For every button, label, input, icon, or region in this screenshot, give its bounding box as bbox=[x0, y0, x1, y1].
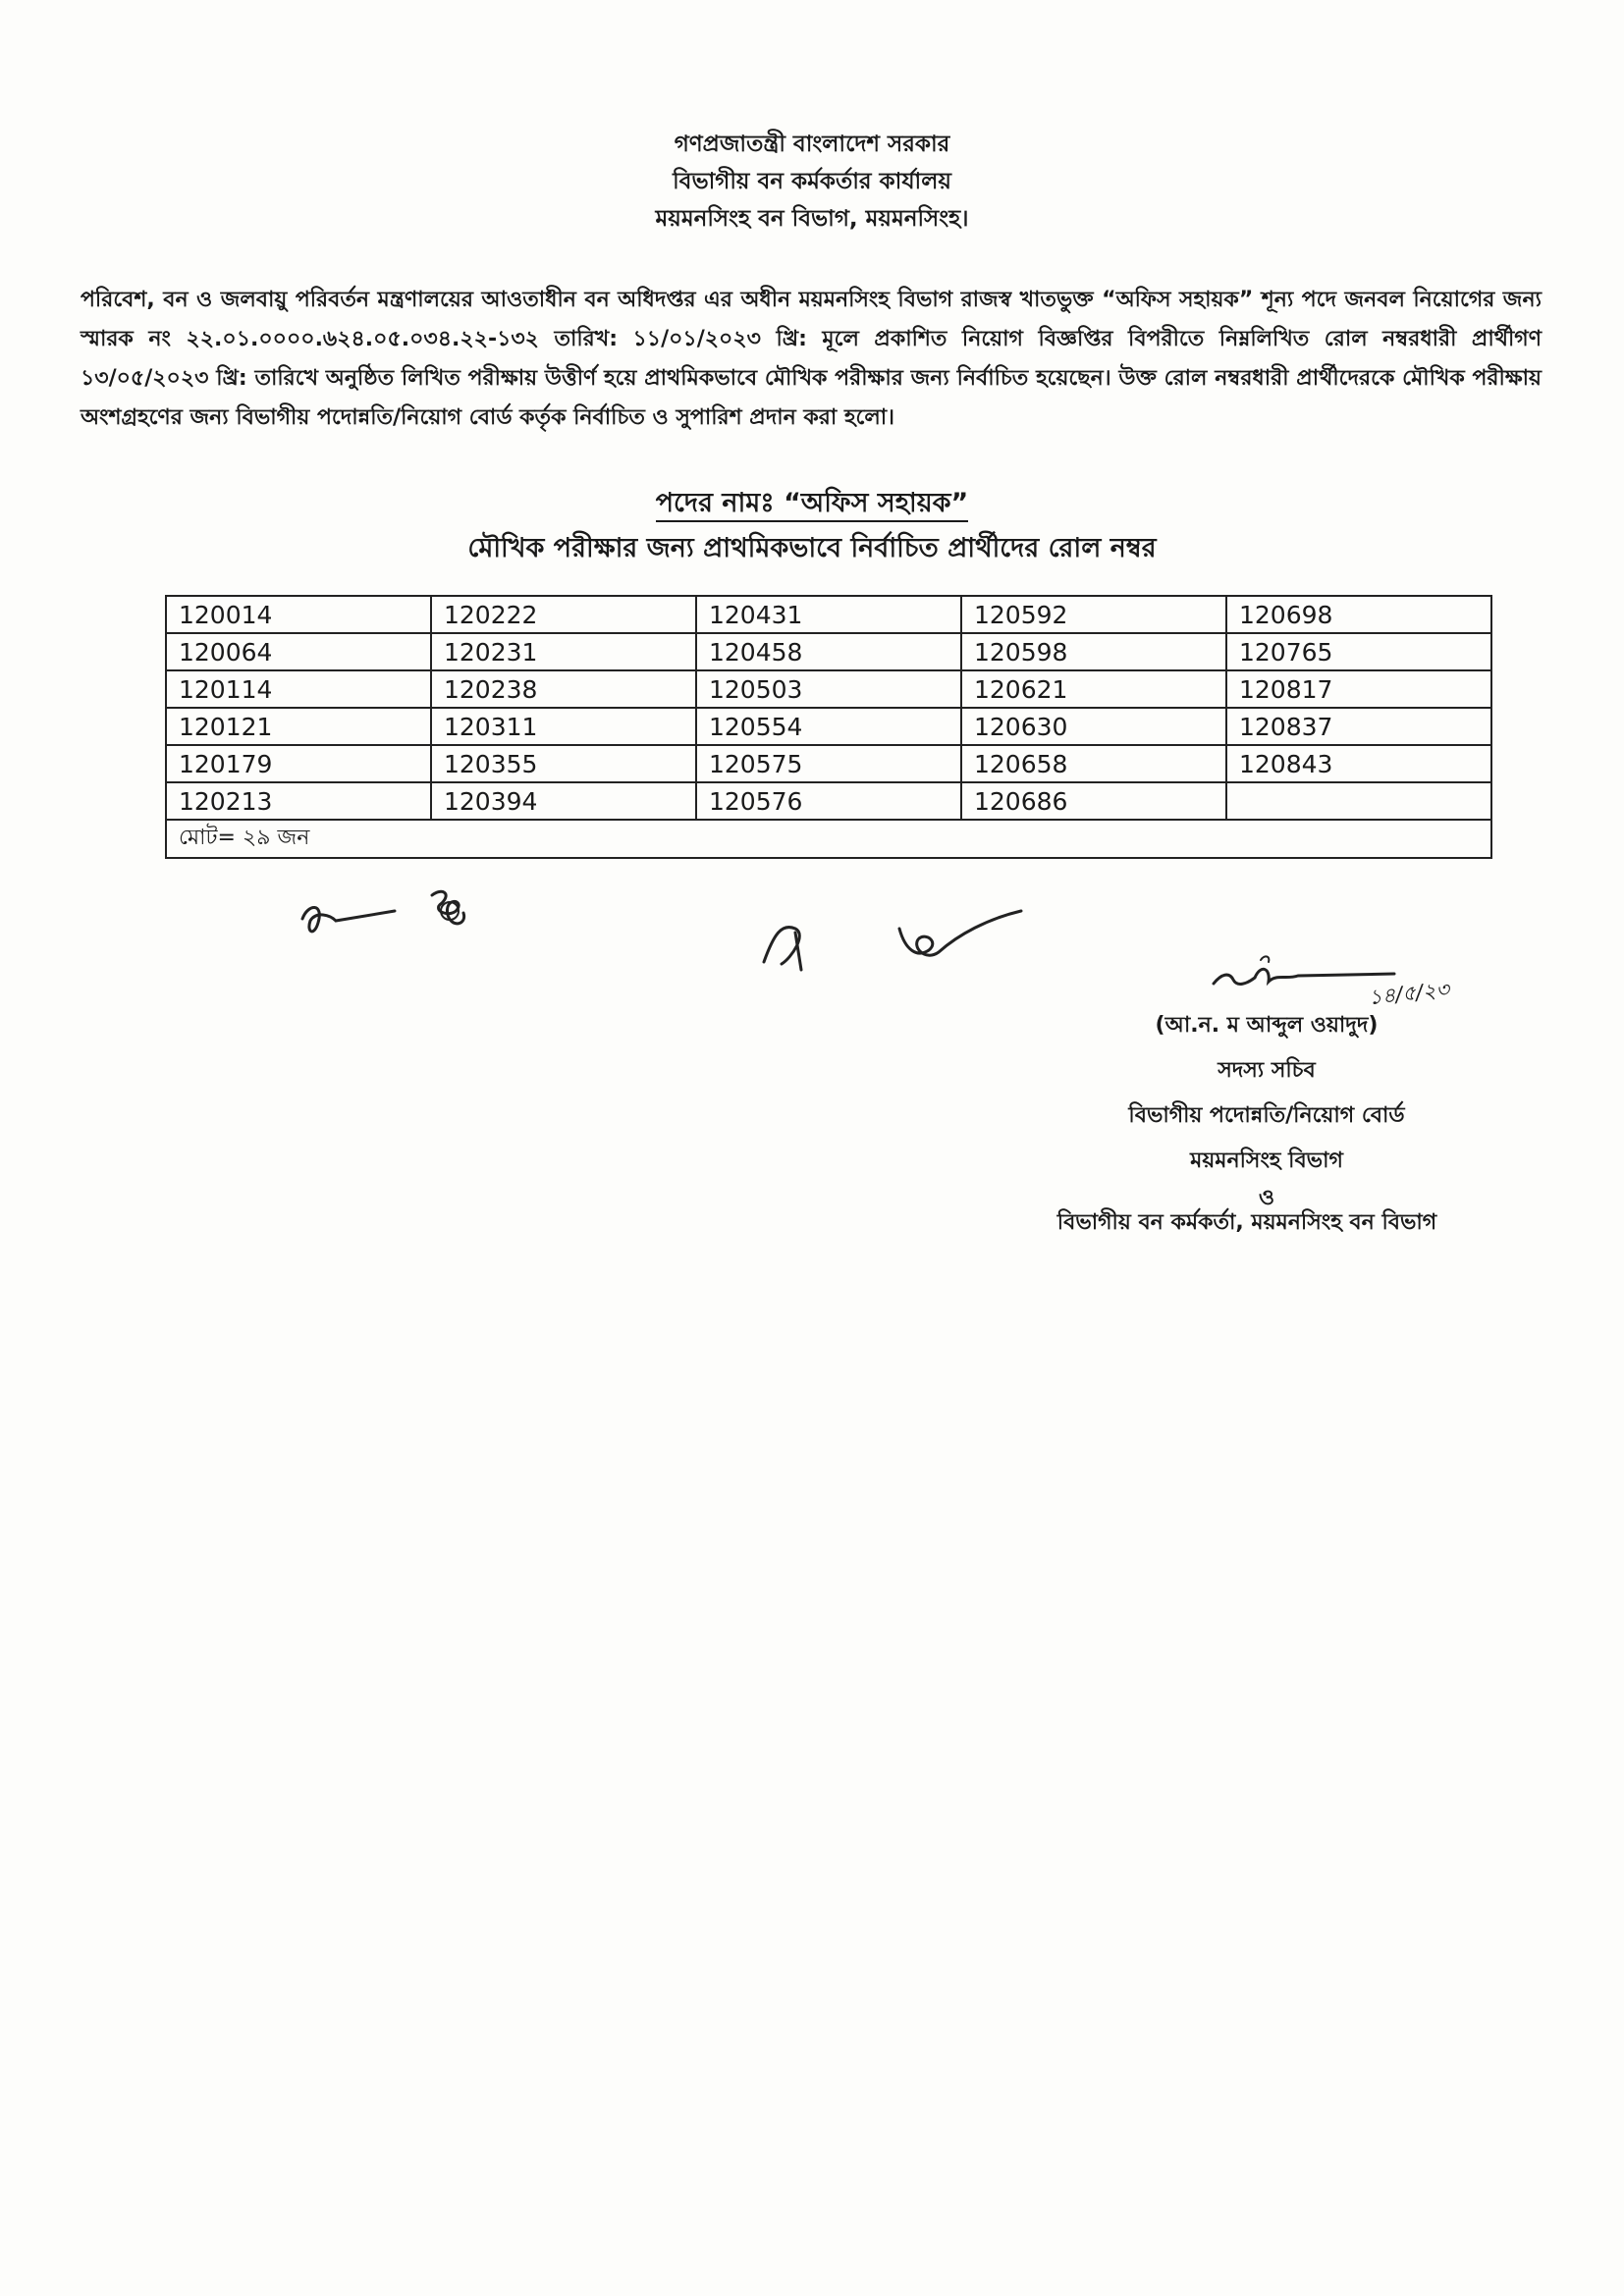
roll-cell: 120238 bbox=[431, 670, 696, 708]
table-row bbox=[166, 745, 1491, 782]
signatory-conjunction: ও bbox=[1258, 1186, 1275, 1210]
signatory-title: সদস্য সচিব bbox=[1218, 1058, 1316, 1083]
roll-cell: 120686 bbox=[961, 782, 1226, 820]
roll-cell bbox=[1226, 782, 1491, 820]
roll-cell: 120843 bbox=[1226, 745, 1491, 782]
roll-cell: 120222 bbox=[431, 596, 696, 633]
table-row bbox=[166, 596, 1491, 633]
roll-cell: 120817 bbox=[1226, 670, 1491, 708]
office-address: ময়মনসিংহ বন বিভাগ, ময়মনসিংহ। bbox=[655, 206, 969, 232]
signatory-block bbox=[1041, 1003, 1492, 1213]
board-member-signature-1 bbox=[285, 881, 501, 950]
roll-cell: 120213 bbox=[166, 782, 431, 820]
signatory-name: (আ.ন. ম আব্দুল ওয়াদুদ) bbox=[1155, 1013, 1379, 1038]
roll-number-table bbox=[165, 595, 1492, 859]
roll-cell: 120658 bbox=[961, 745, 1226, 782]
roll-cell: 120355 bbox=[431, 745, 696, 782]
roll-cell: 120114 bbox=[166, 670, 431, 708]
roll-cell: 120064 bbox=[166, 633, 431, 670]
table-row bbox=[166, 708, 1491, 745]
roll-cell: 120630 bbox=[961, 708, 1226, 745]
list-title: মৌখিক পরীক্ষার জন্য প্রাথমিকভাবে নির্বাচিত প্রার্থীদের রোল নম্বর bbox=[467, 533, 1157, 563]
table-row-total bbox=[166, 820, 1491, 858]
roll-cell: 120592 bbox=[961, 596, 1226, 633]
post-title bbox=[0, 483, 1624, 527]
roll-cell: 120503 bbox=[696, 670, 961, 708]
roll-cell: 120231 bbox=[431, 633, 696, 670]
roll-cell: 120598 bbox=[961, 633, 1226, 670]
signatory-board: বিভাগীয় পদোন্নতি/নিয়োগ বোর্ড bbox=[1128, 1103, 1405, 1128]
roll-cell: 120575 bbox=[696, 745, 961, 782]
roll-cell: 120458 bbox=[696, 633, 961, 670]
roll-cell: 120394 bbox=[431, 782, 696, 820]
roll-cell: 120431 bbox=[696, 596, 961, 633]
table-row bbox=[166, 670, 1491, 708]
roll-cell: 120837 bbox=[1226, 708, 1491, 745]
board-member-signature-2 bbox=[752, 893, 1047, 982]
roll-cell: 120698 bbox=[1226, 596, 1491, 633]
table-row bbox=[166, 782, 1491, 820]
signatory-division: ময়মনসিংহ বিভাগ bbox=[1190, 1148, 1343, 1173]
roll-cell: 120121 bbox=[166, 708, 431, 745]
table-row bbox=[166, 633, 1491, 670]
roll-cell: 120554 bbox=[696, 708, 961, 745]
office-name: বিভাগীয় বন কর্মকর্তার কার্যালয় bbox=[673, 169, 951, 194]
letterhead bbox=[0, 126, 1624, 238]
roll-cell: 120621 bbox=[961, 670, 1226, 708]
signatory-office: বিভাগীয় বন কর্মকর্তা, ময়মনসিংহ বন বিভাগ bbox=[1056, 1210, 1437, 1235]
roll-cell: 120014 bbox=[166, 596, 431, 633]
roll-cell: 120179 bbox=[166, 745, 431, 782]
intro-paragraph: পরিবেশ, বন ও জলবায়ু পরিবর্তন মন্ত্রণালয়ের আওতাধীন বন অধিদপ্তর এর অধীন ময়মনসিংহ বিভাগ রাজস্ব খাতভুক্ত “অফিস সহায়ক” শূন্য পদে জনবল নিয়োগের জন্য স্মারক নং ২২.০১.০০০০.৬২৪.০৫.০৩৪.২২-১৩২ তারিখ: ১১/০১/২০২৩ খ্রি: মূলে প্রকাশিত নিয়োগ বিজ্ঞপ্তির বিপরীতে নিম্নলিখিত রোল নম্বরধারী প্রার্থীগণ ১৩/০৫/২০২৩ খ্রি: তারিখে অনুষ্ঠিত লিখিত পরীক্ষায় উত্তীর্ণ হয়ে প্রাথমিকভাবে মৌখিক পরীক্ষার জন্য নির্বাচিত হয়েছেন। উক্ত রোল নম্বরধারী প্রার্থীদেরকে মৌখিক পরীক্ষায় অংশগ্রহণের জন্য বিভাগীয় পদোন্নতি/নিয়োগ বোর্ড কর্তৃক নির্বাচিত ও সুপারিশ প্রদান করা হলো। bbox=[81, 288, 1542, 430]
roll-cell: 120765 bbox=[1226, 633, 1491, 670]
post-title-text: পদের নামঃ “অফিস সহায়ক” bbox=[656, 488, 969, 522]
government-name: গণপ্রজাতন্ত্রী বাংলাদেশ সরকার bbox=[674, 132, 950, 157]
signature-date: ১৪/৫/২৩ bbox=[1367, 977, 1451, 1010]
total-count: মোট= ২৯ জন bbox=[166, 820, 1491, 858]
roll-cell: 120576 bbox=[696, 782, 961, 820]
roll-cell: 120311 bbox=[431, 708, 696, 745]
